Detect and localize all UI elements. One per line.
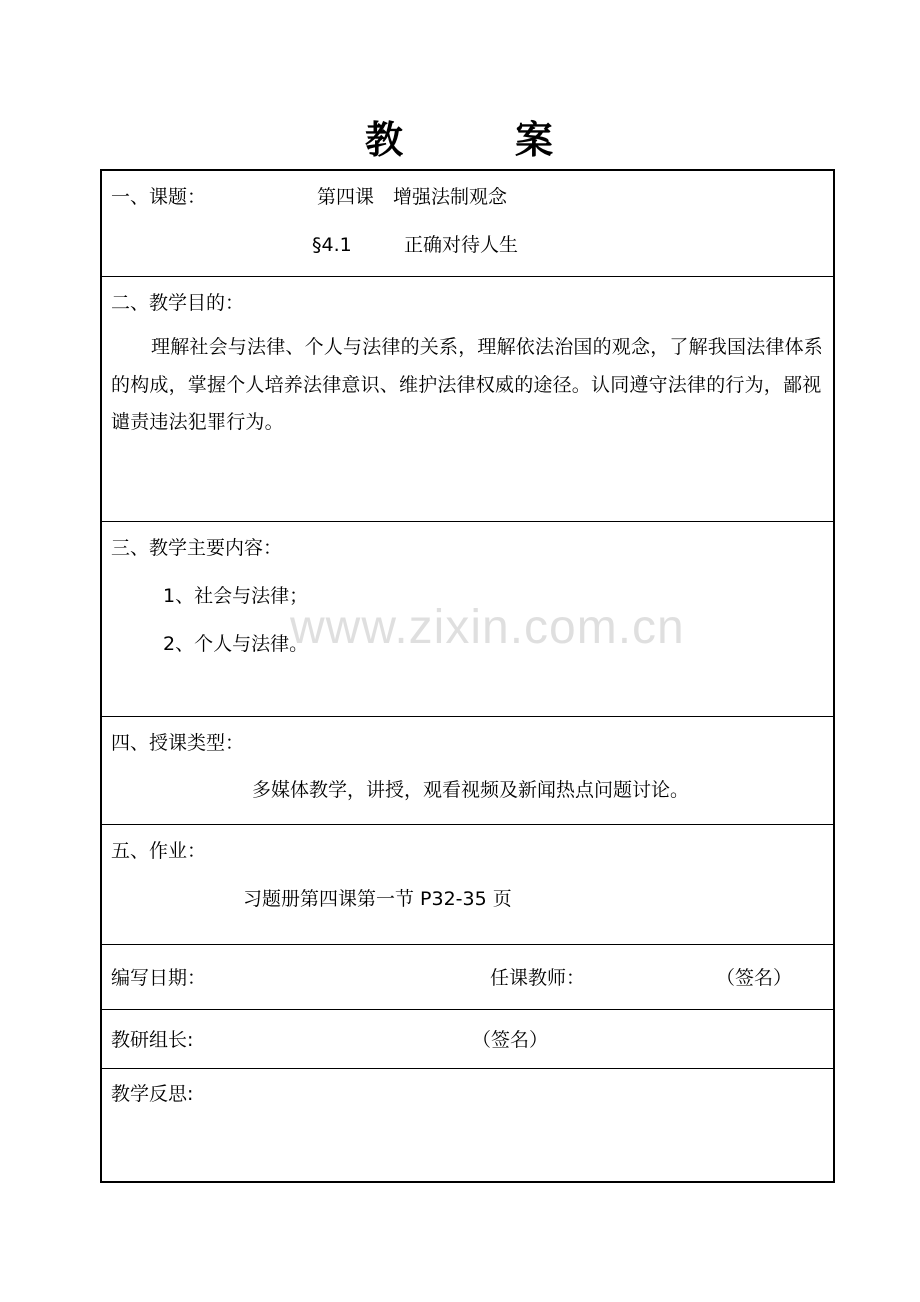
reflection-label: 教学反思:: [111, 1083, 194, 1105]
topic-section-number: §4.1: [312, 234, 352, 256]
topic-section-title: 正确对待人生: [404, 234, 519, 256]
topic-section: [102, 171, 833, 276]
objectives-label: 二、教学目的：: [111, 292, 245, 314]
title-char-right: 案: [515, 117, 556, 162]
content-item: 1、社会与法律；: [163, 585, 309, 607]
lesson-type-section: [102, 717, 833, 824]
teacher-label: 任课教师：: [490, 967, 586, 989]
group-head-row: [102, 1010, 833, 1068]
topic-label: 一、课题：: [111, 186, 207, 208]
content-label: 三、教学主要内容：: [111, 537, 283, 559]
reflection-row: [102, 1069, 833, 1181]
date-label: 编写日期：: [111, 967, 207, 989]
document-title: [0, 108, 920, 164]
date-teacher-row: [102, 945, 833, 1009]
lesson-type-text: 多媒体教学，讲授，观看视频及新闻热点问题讨论。: [252, 779, 690, 801]
homework-label: 五、作业：: [111, 840, 207, 862]
lesson-type-label: 四、授课类型：: [111, 732, 245, 754]
topic-lesson: 第四课 增强法制观念: [317, 186, 508, 208]
title-char-left: 教: [364, 117, 405, 162]
content-section: [102, 522, 833, 716]
homework-section: [102, 825, 833, 944]
content-item: 2、个人与法律。: [163, 633, 309, 655]
objectives-section: [102, 277, 833, 521]
watermark: www.zixin.com.cn: [290, 601, 685, 654]
group-head-label: 教研组长:: [111, 1029, 194, 1051]
homework-text: 习题册第四课第一节 P32-35 页: [243, 888, 512, 910]
teacher-signature: （签名）: [716, 967, 793, 989]
lesson-plan-table: [100, 169, 835, 1183]
objectives-text: 理解社会与法律、个人与法律的关系，理解依法治国的观念，了解我国法律体系的构成，掌握个人培养法律意识、维护法律权威的途径。认同遵守法律的行为，鄙视谴责违法犯罪行为。: [111, 336, 824, 433]
group-head-signature: （签名）: [472, 1029, 549, 1051]
